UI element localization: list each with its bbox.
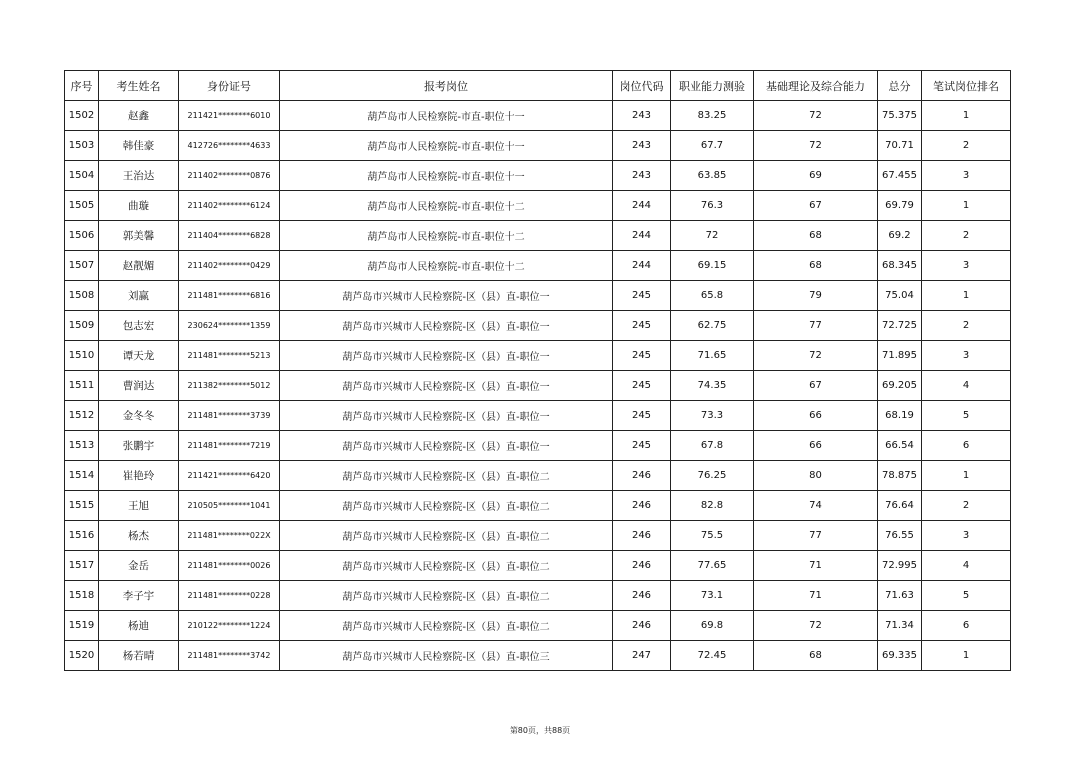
cell-code: 244 — [613, 191, 671, 221]
cell-idcard: 211402********6124 — [179, 191, 280, 221]
cell-test2: 74 — [754, 491, 878, 521]
cell-code: 243 — [613, 131, 671, 161]
cell-position: 葫芦岛市人民检察院-市直-职位十二 — [280, 251, 613, 281]
cell-test2: 69 — [754, 161, 878, 191]
cell-seq: 1518 — [65, 581, 99, 611]
cell-code: 245 — [613, 401, 671, 431]
cell-code: 245 — [613, 281, 671, 311]
cell-rank: 3 — [922, 341, 1011, 371]
cell-name: 金岳 — [99, 551, 179, 581]
cell-position: 葫芦岛市兴城市人民检察院-区（县）直-职位二 — [280, 491, 613, 521]
cell-name: 赵靓媚 — [99, 251, 179, 281]
table-row — [65, 341, 1011, 371]
cell-name: 王治达 — [99, 161, 179, 191]
cell-code: 243 — [613, 101, 671, 131]
header-position: 报考岗位 — [280, 71, 613, 101]
cell-position: 葫芦岛市兴城市人民检察院-区（县）直-职位二 — [280, 521, 613, 551]
cell-total: 67.455 — [878, 161, 922, 191]
cell-seq: 1514 — [65, 461, 99, 491]
cell-seq: 1510 — [65, 341, 99, 371]
cell-rank: 2 — [922, 491, 1011, 521]
table-row — [65, 251, 1011, 281]
cell-test2: 71 — [754, 551, 878, 581]
cell-total: 71.34 — [878, 611, 922, 641]
cell-test2: 67 — [754, 191, 878, 221]
cell-test1: 67.7 — [671, 131, 754, 161]
cell-position: 葫芦岛市兴城市人民检察院-区（县）直-职位三 — [280, 641, 613, 671]
cell-rank: 1 — [922, 101, 1011, 131]
header-total: 总分 — [878, 71, 922, 101]
cell-total: 68.19 — [878, 401, 922, 431]
cell-code: 246 — [613, 611, 671, 641]
cell-idcard: 211404********6828 — [179, 221, 280, 251]
table-row — [65, 161, 1011, 191]
cell-seq: 1508 — [65, 281, 99, 311]
table-row — [65, 431, 1011, 461]
cell-total: 72.995 — [878, 551, 922, 581]
cell-seq: 1519 — [65, 611, 99, 641]
cell-test2: 77 — [754, 521, 878, 551]
cell-test2: 71 — [754, 581, 878, 611]
cell-position: 葫芦岛市人民检察院-市直-职位十一 — [280, 131, 613, 161]
cell-rank: 2 — [922, 221, 1011, 251]
cell-name: 李子宇 — [99, 581, 179, 611]
table-row — [65, 311, 1011, 341]
cell-test1: 72.45 — [671, 641, 754, 671]
cell-total: 75.375 — [878, 101, 922, 131]
cell-total: 72.725 — [878, 311, 922, 341]
cell-name: 包志宏 — [99, 311, 179, 341]
table-row — [65, 131, 1011, 161]
cell-idcard: 210122********1224 — [179, 611, 280, 641]
cell-position: 葫芦岛市兴城市人民检察院-区（县）直-职位一 — [280, 401, 613, 431]
table-row — [65, 221, 1011, 251]
cell-rank: 2 — [922, 131, 1011, 161]
cell-test2: 68 — [754, 251, 878, 281]
cell-rank: 4 — [922, 371, 1011, 401]
cell-test1: 76.25 — [671, 461, 754, 491]
table-row — [65, 191, 1011, 221]
cell-total: 69.205 — [878, 371, 922, 401]
cell-name: 崔艳玲 — [99, 461, 179, 491]
cell-code: 245 — [613, 311, 671, 341]
header-name: 考生姓名 — [99, 71, 179, 101]
table-body — [65, 101, 1011, 671]
cell-name: 赵鑫 — [99, 101, 179, 131]
results-table — [64, 70, 1011, 671]
table-row — [65, 521, 1011, 551]
cell-position: 葫芦岛市兴城市人民检察院-区（县）直-职位一 — [280, 371, 613, 401]
cell-test2: 72 — [754, 131, 878, 161]
cell-seq: 1512 — [65, 401, 99, 431]
cell-seq: 1511 — [65, 371, 99, 401]
page-footer: 第80页，共88页 — [509, 726, 571, 735]
header-row — [65, 71, 1011, 101]
cell-position: 葫芦岛市人民检察院-市直-职位十二 — [280, 191, 613, 221]
cell-test1: 76.3 — [671, 191, 754, 221]
cell-test2: 79 — [754, 281, 878, 311]
cell-name: 曲璇 — [99, 191, 179, 221]
table-row — [65, 551, 1011, 581]
header-code: 岗位代码 — [613, 71, 671, 101]
cell-code: 244 — [613, 251, 671, 281]
cell-idcard: 211402********0876 — [179, 161, 280, 191]
cell-position: 葫芦岛市兴城市人民检察院-区（县）直-职位一 — [280, 281, 613, 311]
cell-idcard: 211481********6816 — [179, 281, 280, 311]
cell-seq: 1515 — [65, 491, 99, 521]
cell-rank: 6 — [922, 431, 1011, 461]
cell-seq: 1520 — [65, 641, 99, 671]
cell-rank: 1 — [922, 281, 1011, 311]
cell-name: 郭美馨 — [99, 221, 179, 251]
table-row — [65, 371, 1011, 401]
cell-position: 葫芦岛市兴城市人民检察院-区（县）直-职位二 — [280, 461, 613, 491]
cell-position: 葫芦岛市兴城市人民检察院-区（县）直-职位一 — [280, 341, 613, 371]
cell-idcard: 211481********0228 — [179, 581, 280, 611]
cell-rank: 1 — [922, 641, 1011, 671]
cell-test2: 72 — [754, 101, 878, 131]
cell-position: 葫芦岛市兴城市人民检察院-区（县）直-职位一 — [280, 431, 613, 461]
cell-rank: 6 — [922, 611, 1011, 641]
cell-total: 76.55 — [878, 521, 922, 551]
cell-rank: 5 — [922, 581, 1011, 611]
cell-total: 78.875 — [878, 461, 922, 491]
cell-test1: 74.35 — [671, 371, 754, 401]
cell-rank: 1 — [922, 461, 1011, 491]
results-sheet — [64, 70, 1010, 671]
cell-position: 葫芦岛市兴城市人民检察院-区（县）直-职位二 — [280, 611, 613, 641]
cell-test2: 72 — [754, 611, 878, 641]
cell-rank: 5 — [922, 401, 1011, 431]
cell-test2: 80 — [754, 461, 878, 491]
table-row — [65, 281, 1011, 311]
header-idcard: 身份证号 — [179, 71, 280, 101]
table-row — [65, 581, 1011, 611]
cell-seq: 1516 — [65, 521, 99, 551]
cell-code: 246 — [613, 521, 671, 551]
cell-test1: 73.3 — [671, 401, 754, 431]
cell-total: 76.64 — [878, 491, 922, 521]
cell-test1: 82.8 — [671, 491, 754, 521]
cell-test1: 65.8 — [671, 281, 754, 311]
cell-test2: 72 — [754, 341, 878, 371]
table-row — [65, 401, 1011, 431]
cell-test2: 67 — [754, 371, 878, 401]
cell-idcard: 211421********6420 — [179, 461, 280, 491]
cell-idcard: 211481********022X — [179, 521, 280, 551]
cell-seq: 1503 — [65, 131, 99, 161]
cell-name: 王旭 — [99, 491, 179, 521]
cell-test1: 77.65 — [671, 551, 754, 581]
cell-position: 葫芦岛市兴城市人民检察院-区（县）直-职位一 — [280, 311, 613, 341]
cell-seq: 1509 — [65, 311, 99, 341]
cell-name: 杨迪 — [99, 611, 179, 641]
cell-idcard: 211481********0026 — [179, 551, 280, 581]
cell-idcard: 211402********0429 — [179, 251, 280, 281]
cell-code: 246 — [613, 491, 671, 521]
cell-test1: 69.8 — [671, 611, 754, 641]
table-row — [65, 101, 1011, 131]
cell-rank: 4 — [922, 551, 1011, 581]
cell-test2: 66 — [754, 401, 878, 431]
cell-test1: 83.25 — [671, 101, 754, 131]
cell-test1: 72 — [671, 221, 754, 251]
table-row — [65, 611, 1011, 641]
cell-test2: 68 — [754, 221, 878, 251]
cell-total: 69.2 — [878, 221, 922, 251]
cell-name: 杨若晴 — [99, 641, 179, 671]
header-rank: 笔试岗位排名 — [922, 71, 1011, 101]
cell-test1: 62.75 — [671, 311, 754, 341]
table-row — [65, 491, 1011, 521]
cell-test1: 63.85 — [671, 161, 754, 191]
cell-idcard: 230624********1359 — [179, 311, 280, 341]
cell-test2: 77 — [754, 311, 878, 341]
cell-code: 244 — [613, 221, 671, 251]
cell-name: 刘赢 — [99, 281, 179, 311]
cell-idcard: 210505********1041 — [179, 491, 280, 521]
cell-total: 71.63 — [878, 581, 922, 611]
cell-rank: 3 — [922, 251, 1011, 281]
cell-code: 245 — [613, 431, 671, 461]
cell-position: 葫芦岛市人民检察院-市直-职位十二 — [280, 221, 613, 251]
cell-rank: 2 — [922, 311, 1011, 341]
cell-seq: 1513 — [65, 431, 99, 461]
cell-rank: 3 — [922, 161, 1011, 191]
cell-code: 246 — [613, 461, 671, 491]
table-row — [65, 461, 1011, 491]
cell-idcard: 211481********3739 — [179, 401, 280, 431]
cell-seq: 1507 — [65, 251, 99, 281]
cell-total: 68.345 — [878, 251, 922, 281]
cell-position: 葫芦岛市兴城市人民检察院-区（县）直-职位二 — [280, 551, 613, 581]
cell-name: 金冬冬 — [99, 401, 179, 431]
cell-total: 70.71 — [878, 131, 922, 161]
cell-position: 葫芦岛市兴城市人民检察院-区（县）直-职位二 — [280, 581, 613, 611]
cell-test2: 68 — [754, 641, 878, 671]
cell-test1: 71.65 — [671, 341, 754, 371]
cell-code: 245 — [613, 341, 671, 371]
cell-test1: 67.8 — [671, 431, 754, 461]
table-row — [65, 641, 1011, 671]
cell-name: 谭天龙 — [99, 341, 179, 371]
cell-position: 葫芦岛市人民检察院-市直-职位十一 — [280, 101, 613, 131]
cell-test1: 73.1 — [671, 581, 754, 611]
cell-seq: 1502 — [65, 101, 99, 131]
cell-test1: 75.5 — [671, 521, 754, 551]
cell-idcard: 211481********3742 — [179, 641, 280, 671]
cell-total: 66.54 — [878, 431, 922, 461]
cell-idcard: 211481********7219 — [179, 431, 280, 461]
cell-total: 75.04 — [878, 281, 922, 311]
cell-idcard: 412726********4633 — [179, 131, 280, 161]
cell-name: 韩佳豪 — [99, 131, 179, 161]
cell-idcard: 211382********5012 — [179, 371, 280, 401]
header-test2: 基础理论及综合能力 — [754, 71, 878, 101]
cell-code: 247 — [613, 641, 671, 671]
cell-total: 71.895 — [878, 341, 922, 371]
cell-rank: 3 — [922, 521, 1011, 551]
cell-test2: 66 — [754, 431, 878, 461]
cell-name: 杨杰 — [99, 521, 179, 551]
cell-position: 葫芦岛市人民检察院-市直-职位十一 — [280, 161, 613, 191]
cell-rank: 1 — [922, 191, 1011, 221]
cell-code: 243 — [613, 161, 671, 191]
header-test1: 职业能力测验 — [671, 71, 754, 101]
cell-idcard: 211421********6010 — [179, 101, 280, 131]
cell-seq: 1517 — [65, 551, 99, 581]
cell-name: 曹润达 — [99, 371, 179, 401]
cell-seq: 1505 — [65, 191, 99, 221]
cell-total: 69.335 — [878, 641, 922, 671]
cell-seq: 1506 — [65, 221, 99, 251]
cell-code: 246 — [613, 581, 671, 611]
cell-total: 69.79 — [878, 191, 922, 221]
cell-seq: 1504 — [65, 161, 99, 191]
cell-test1: 69.15 — [671, 251, 754, 281]
cell-code: 245 — [613, 371, 671, 401]
cell-name: 张鹏宇 — [99, 431, 179, 461]
cell-code: 246 — [613, 551, 671, 581]
cell-idcard: 211481********5213 — [179, 341, 280, 371]
header-seq: 序号 — [65, 71, 99, 101]
